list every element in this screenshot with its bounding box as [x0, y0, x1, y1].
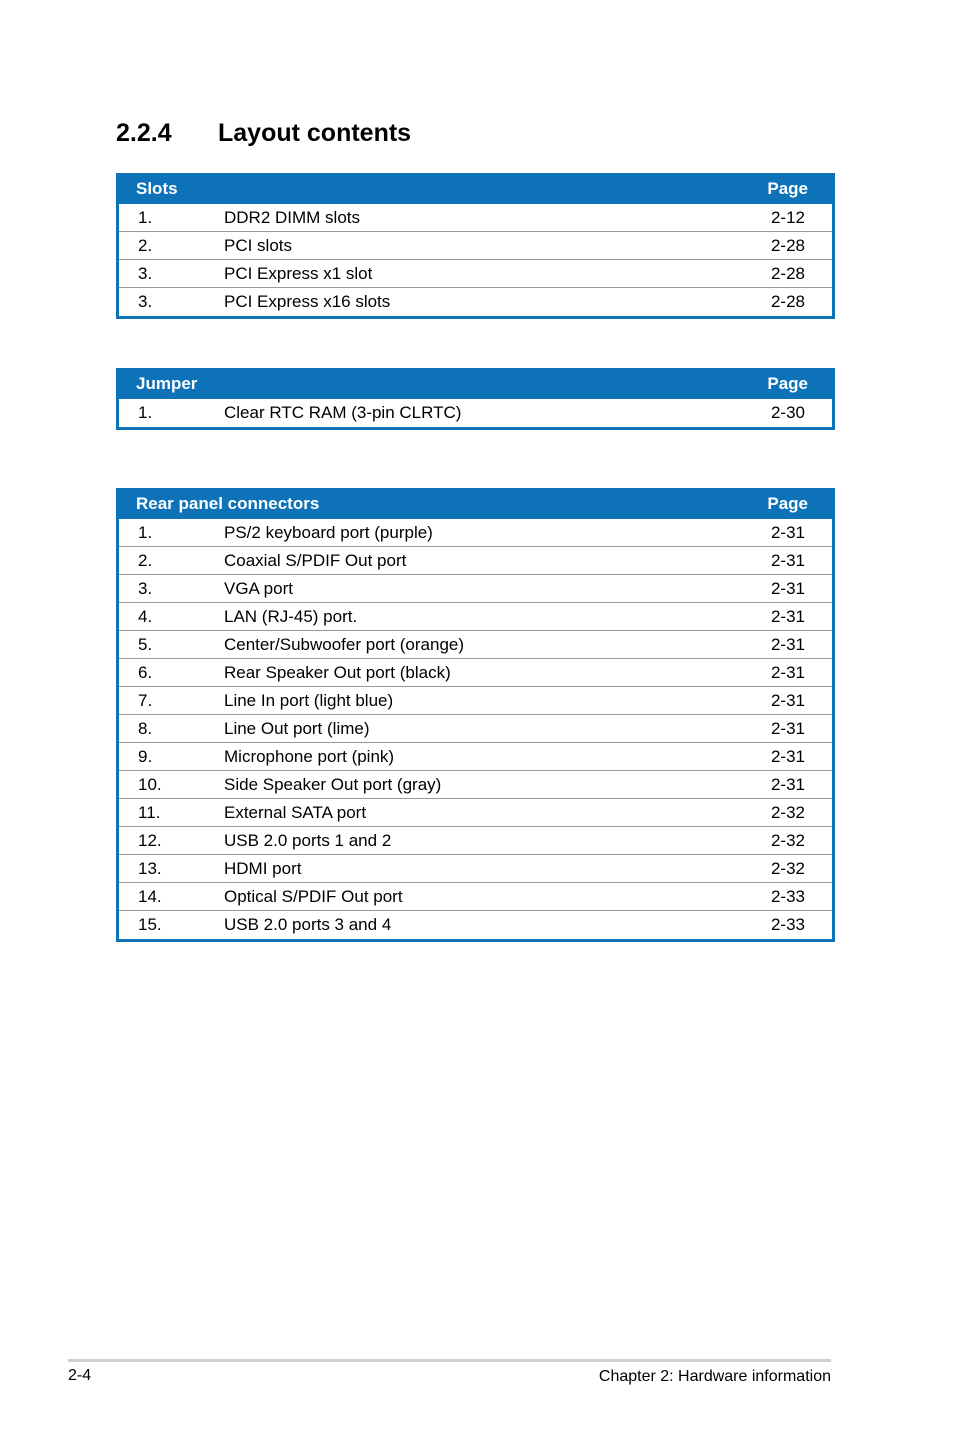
table-row — [119, 288, 832, 316]
row-item: Line Out port (lime) — [224, 718, 370, 738]
row-number: 1. — [138, 207, 153, 227]
slots-table-title: Slots — [136, 178, 178, 198]
rear-panel-table-title: Rear panel connectors — [136, 493, 320, 513]
table-row — [119, 659, 832, 687]
row-number: 14. — [138, 886, 162, 906]
row-page: 2-32 — [770, 830, 805, 850]
row-number: 1. — [138, 522, 153, 542]
row-page: 2-31 — [770, 746, 805, 766]
row-item: PCI slots — [224, 235, 293, 255]
table-row — [119, 204, 832, 232]
row-page: 2-31 — [770, 578, 805, 598]
row-item: HDMI port — [224, 858, 302, 878]
jumper-table — [116, 368, 835, 430]
row-number: 15. — [138, 915, 162, 934]
row-page: 2-31 — [770, 690, 805, 710]
table-row — [119, 603, 832, 631]
row-number: 12. — [138, 830, 162, 850]
row-item: Center/Subwoofer port (orange) — [224, 634, 465, 654]
footer-page-number: 2-4 — [68, 1367, 92, 1384]
rear-panel-table-page-header: Page — [767, 493, 808, 513]
row-page: 2-31 — [770, 774, 805, 794]
table-row — [119, 715, 832, 743]
table-row — [119, 260, 832, 288]
row-page: 2-31 — [770, 718, 805, 738]
row-item: Rear Speaker Out port (black) — [224, 662, 451, 682]
table-row — [119, 687, 832, 715]
row-item: USB 2.0 ports 1 and 2 — [224, 830, 392, 850]
row-number: 2. — [138, 550, 153, 570]
row-page: 2-31 — [770, 662, 805, 682]
row-number: 2. — [138, 235, 153, 255]
row-number: 1. — [138, 403, 153, 422]
row-page: 2-28 — [770, 292, 805, 311]
rear-panel-table — [116, 488, 835, 942]
row-item: Line In port (light blue) — [224, 690, 394, 710]
jumper-table-header — [116, 368, 835, 399]
row-number: 6. — [138, 662, 153, 682]
row-page: 2-28 — [770, 235, 805, 255]
row-item: PCI Express x1 slot — [224, 263, 373, 283]
row-page: 2-31 — [770, 606, 805, 626]
row-item: Optical S/PDIF Out port — [224, 886, 403, 906]
row-page: 2-31 — [770, 634, 805, 654]
table-row — [119, 911, 832, 939]
row-page: 2-33 — [770, 915, 805, 934]
row-item: VGA port — [224, 578, 293, 598]
row-page: 2-31 — [770, 550, 805, 570]
row-item: Clear RTC RAM (3-pin CLRTC) — [224, 403, 462, 422]
table-row — [119, 631, 832, 659]
row-item: Coaxial S/PDIF Out port — [224, 550, 407, 570]
table-row — [119, 547, 832, 575]
section-title: Layout contents — [218, 119, 412, 147]
row-page: 2-31 — [770, 522, 805, 542]
row-page: 2-32 — [770, 802, 805, 822]
row-page: 2-33 — [770, 886, 805, 906]
row-number: 3. — [138, 292, 153, 311]
slots-table — [116, 173, 835, 319]
row-item: USB 2.0 ports 3 and 4 — [224, 915, 392, 934]
slots-table-header — [116, 173, 835, 204]
row-item: Side Speaker Out port (gray) — [224, 774, 442, 794]
table-row — [119, 827, 832, 855]
row-item: LAN (RJ-45) port. — [224, 606, 358, 626]
row-number: 10. — [138, 774, 162, 794]
row-number: 8. — [138, 718, 153, 738]
footer-divider — [68, 1359, 831, 1362]
section-heading — [116, 116, 411, 150]
row-item: PCI Express x16 slots — [224, 292, 391, 311]
footer-chapter-title: Chapter 2: Hardware information — [598, 1368, 831, 1385]
table-row — [119, 771, 832, 799]
row-number: 9. — [138, 746, 153, 766]
rear-panel-table-header — [116, 488, 835, 519]
table-row — [119, 883, 832, 911]
slots-table-page-header: Page — [767, 178, 808, 198]
section-number: 2.2.4 — [116, 119, 172, 147]
row-number: 3. — [138, 578, 153, 598]
jumper-table-page-header: Page — [767, 373, 808, 393]
table-row — [119, 232, 832, 260]
row-number: 4. — [138, 606, 153, 626]
table-row — [119, 855, 832, 883]
row-number: 3. — [138, 263, 153, 283]
table-row — [119, 799, 832, 827]
row-number: 7. — [138, 690, 153, 710]
row-page: 2-30 — [770, 403, 805, 422]
row-page: 2-12 — [770, 207, 805, 227]
row-number: 11. — [138, 802, 161, 822]
row-number: 5. — [138, 634, 153, 654]
table-row — [119, 519, 832, 547]
row-item: PS/2 keyboard port (purple) — [224, 522, 433, 542]
row-item: External SATA port — [224, 802, 367, 822]
row-number: 13. — [138, 858, 162, 878]
row-item: Microphone port (pink) — [224, 746, 395, 766]
jumper-table-title: Jumper — [136, 373, 198, 393]
row-page: 2-28 — [770, 263, 805, 283]
table-row — [119, 743, 832, 771]
row-item: DDR2 DIMM slots — [224, 207, 361, 227]
table-row — [119, 575, 832, 603]
row-page: 2-32 — [770, 858, 805, 878]
table-row — [119, 399, 832, 427]
